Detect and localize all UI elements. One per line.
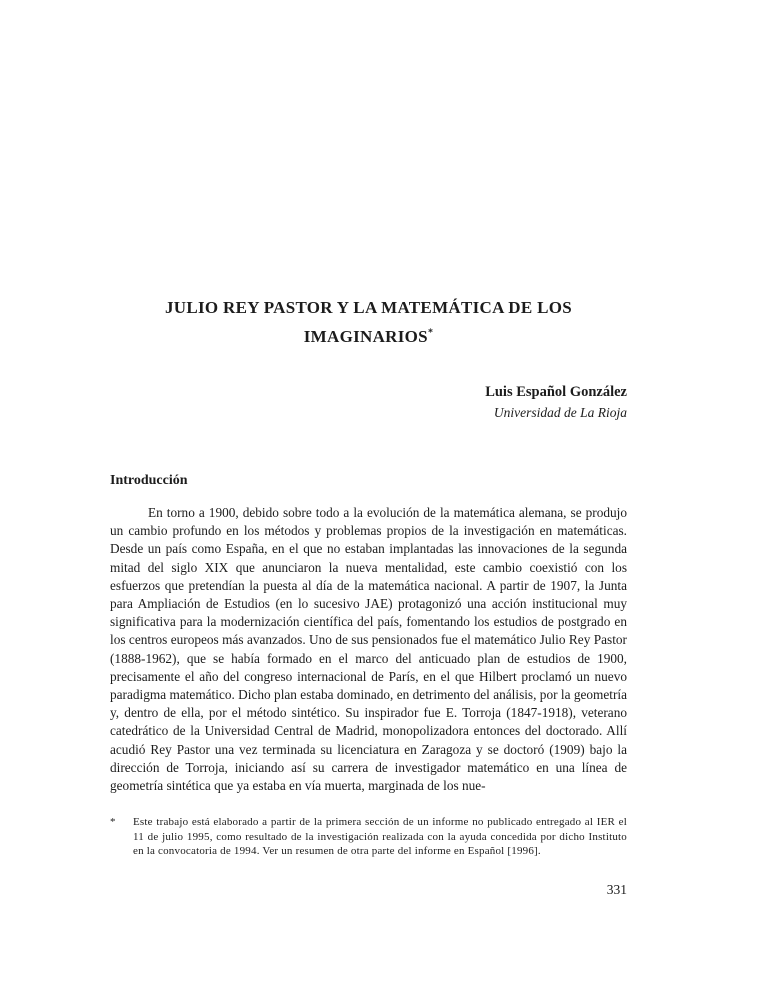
footnote xyxy=(110,815,627,859)
author-name: Luis Español González xyxy=(485,384,627,400)
author-block xyxy=(110,383,627,422)
paper-title-line-1: JULIO REY PASTOR Y LA MATEMÁTICA DE LOS xyxy=(164,298,572,317)
author-affiliation: Universidad de La Rioja xyxy=(493,405,627,420)
paper-title xyxy=(110,293,627,351)
title-footnote-marker: * xyxy=(427,327,434,339)
paper-title-line-2 xyxy=(110,322,627,351)
footnote-text: Este trabajo está elaborado a partir de la primera sección de un informe no publicado entregado al IER el 11 de julio 1995, como resultado de la investigación realizada con la ayuda concedida por dicho Instituto en la convocatoria de 1994. Ver un resumen de otra parte del informe en Español [1996]. xyxy=(133,816,627,858)
footnote-marker: * xyxy=(110,816,116,829)
paper-title-line-2-text: IMAGINARIOS xyxy=(303,327,428,346)
section-heading-introduccion: Introducción xyxy=(110,473,188,488)
page-content xyxy=(110,0,627,859)
page-number: 331 xyxy=(606,882,627,897)
body-paragraph: En torno a 1900, debido sobre todo a la evolución de la matemática alemana, se produjo un cambio profundo en los métodos y problemas propios de la investigación en matemáticas. Desde un país como España, en el que no estaban implantadas las innovaciones de la segunda mitad del siglo XIX que anunciaron la nueva mentalidad, este cambio coexistió con los esfuerzos que pretendían la puesta al día de la matemática nacional. A partir de 1907, la Junta para Ampliación de Estudios (en lo sucesivo JAE) protagonizó una acción institucional muy significativa para la modernización científica del país, fomentando los estudios de postgrado en los centros europeos más avanzados. Uno de sus pensionados fue el matemático Julio Rey Pastor (1888-1962), que se había formado en el marco del anticuado plan de estudios de 1900, precisamente el año del congreso internacional de París, en el que Hilbert proclamó un nuevo paradigma matemático. Dicho plan estaba dominado, en detrimento del análisis, por la geometría y, dentro de ella, por el método sintético. Su inspirador fue E. Torroja (1847-1918), veterano catedrático de la Universidad Central de Madrid, monopolizadora entonces del doctorado. Allí acudió Rey Pastor una vez terminada su licenciatura en Zaragoza y se doctoró (1909) bajo la dirección de Torroja, iniciando así su carrera de investigador matemático en una línea de geometría sintética que ya estaba en vía muerta, marginada de los nue- xyxy=(110,505,627,794)
